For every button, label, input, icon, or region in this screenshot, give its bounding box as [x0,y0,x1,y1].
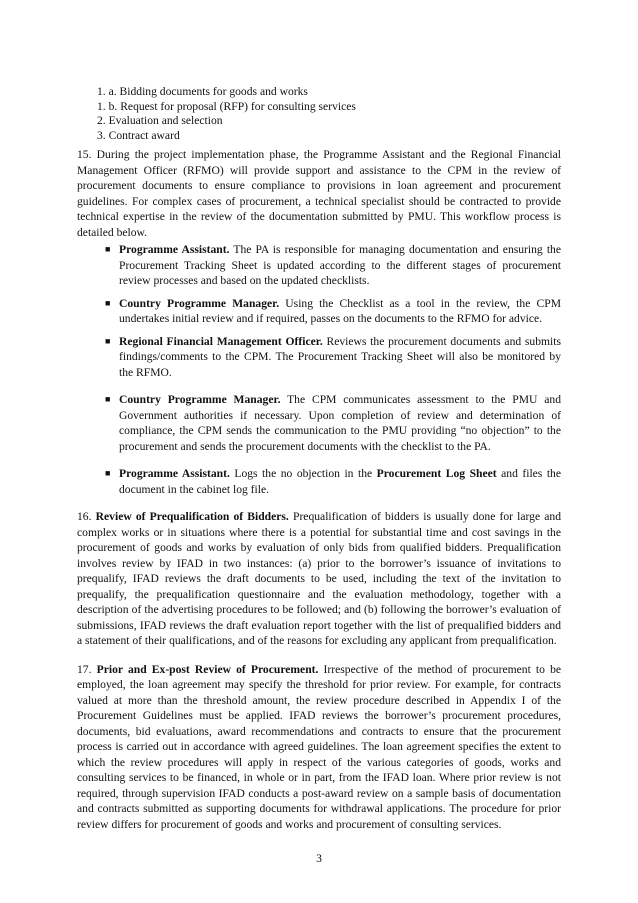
bullet-title: Country Programme Manager. [119,393,281,406]
workflow-bullet-list [77,242,561,497]
paragraph-16 [77,509,561,649]
paragraph-number: 16. [77,510,96,523]
bullet-text: The CPM communicates assessment to the PMU and Government authorities if necessary. Upon completion of review and determination of compliance, the CPM sends the communication to the PMU providing “no objection” to the procurement and sends the procurement documents with the checklist to the PA. [119,393,561,453]
page-number: 3 [316,852,322,865]
bullet-title: Regional Financial Management Officer. [119,334,323,348]
paragraph-text: Irrespective of the method of procurement to be employed, the loan agreement may specify the threshold for prior review. For example, for contracts valued at more than the threshold amount, the review procedure described in Appendix I of the Procurement Guidelines must be applied. IFAD reviews the borrower’s procurement procedures, documents, bid evaluations, award recommendations and contracts to ensure that the procurement process is carried out in accordance with agreed guidelines. The loan agreement specifies the extent to which the review procedures will apply in respect of the various categories of goods, works and consulting services to be financed, in whole or in part, from the IFAD loan. Where prior review is not required, through supervision IFAD conducts a post-award review on a sample basis of documentation and contracts submitted as supporting documents for withdrawal applications. The procedure for prior review differs for procurement of goods and works and procurement of consulting services. [77,662,562,831]
bullet-icon: ■ [105,394,111,404]
bullet-item [105,296,562,327]
list-item: 3. Contract award [97,128,180,142]
paragraph-spacer [77,649,561,662]
paragraph-number: 17. [77,662,97,676]
bullet-title: Programme Assistant. [119,467,230,480]
paragraph-text: Prequalification of bidders is usually done for large and complex works or in situations where there is a potential for substantial time and cost savings in the procurement of goods and works by evaluation of only bids from qualified bidders. Prequalification involves review by IFAD in two instances: (a) prior to the borrower’s issuance of invitations to prequalify, IFAD reviews the draft documents to be used, including the text of the invitation to prequalify, the prequalification questionnaire and the evaluation methodology, together with a description of the advertising procedures to be followed; and (b) following the borrower’s evaluation of submissions, IFAD reviews the draft evaluation report together with the list of prequalified bidders and a statement of their qualifications, and of the reasons for excluding any applicant from prequalification. [77,510,562,647]
paragraph-title: Review of Prequalification of Bidders. [95,510,289,523]
list-item: 1. a. Bidding documents for goods and works [97,85,308,98]
bullet-text: The PA is responsible for managing documentation and ensuring the Procurement Tracking Sheet is updated according to the different stages of procurement review processes and based on the updated checklists. [119,243,561,287]
bullet-title: Country Programme Manager. [119,296,280,310]
bullet-text: Using the Checklist as a tool in the review, the CPM undertakes initial review and if required, passes on the documents to the RFMO for advice. [119,296,562,325]
bullet-text: Logs the no objection in the [229,467,377,480]
procurement-stage-list [97,85,561,143]
bullet-title: Programme Assistant. [119,243,230,256]
paragraph-title: Prior and Ex-post Review of Procurement. [96,662,319,676]
bullet-text: and files the document in the cabinet log file. [119,467,561,496]
bullet-text: Reviews the procurement documents and submits findings/comments to the CPM. The Procurement Tracking Sheet will also be monitored by the RFMO. [119,334,561,379]
bullet-bold-term: Procurement Log Sheet [376,467,497,480]
bullet-item [105,392,561,454]
bullet-item [105,242,561,289]
bullet-icon: ■ [105,335,111,346]
bullet-item [105,334,561,381]
list-item: 2. Evaluation and selection [97,114,223,127]
page-content [77,85,561,832]
bullet-item [105,466,561,497]
bullet-icon: ■ [105,244,111,254]
bullet-icon: ■ [105,297,111,308]
paragraph-17 [77,662,561,833]
bullet-icon: ■ [105,468,111,478]
list-item: 1. b. Request for proposal (RFP) for consulting services [97,99,356,113]
paragraph-15: 15. During the project implementation phase, the Programme Assistant and the Regional Financial Management Officer (RFMO) will provide support and assistance to the CPM in the review of procurement documents to ensure compliance to provisions in loan agreement and procurement guidelines. For complex cases of procurement, a technical specialist should be contracted to provide technical expertise in the review of the documentation submitted by PMU. This workflow process is detailed below. [77,148,561,239]
